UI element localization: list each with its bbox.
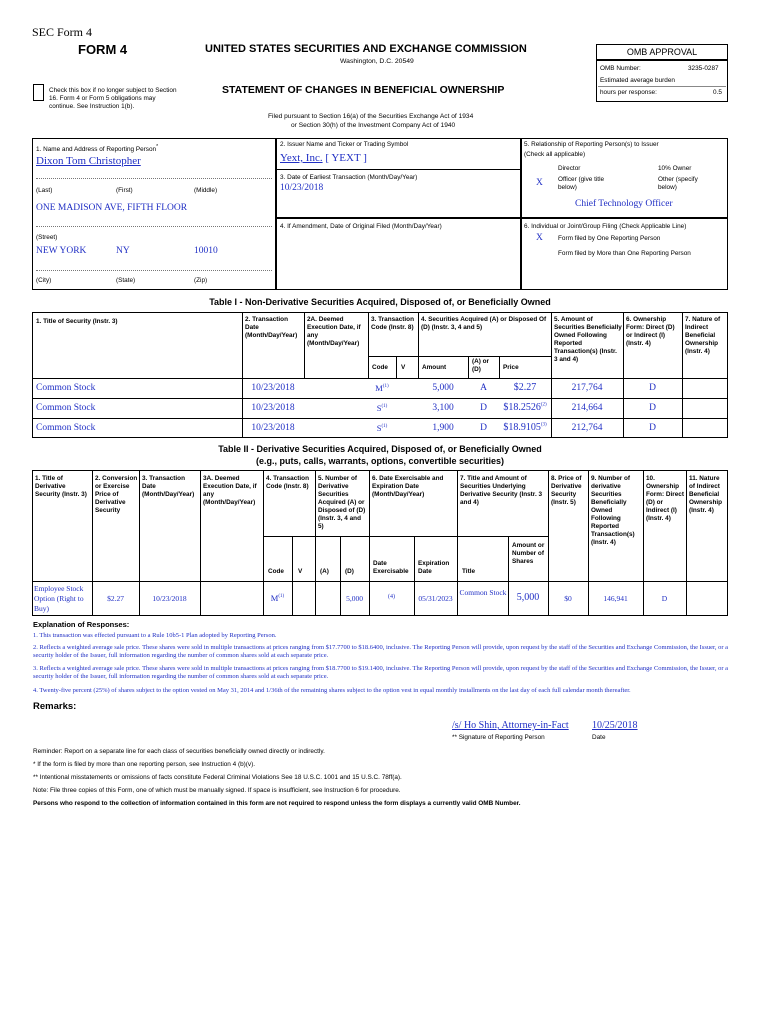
officer-label: Officer (give title below) bbox=[558, 176, 605, 191]
footnote-3: 3. Reflects a weighted average sale price. These shares were sold in multiple transactions at prices ranging from $18.7700 to $19.1400, inclusive. The Reporting Person will provide, upon request by the staff of the Securities and Exchange Commission, the Issuer, or a security holder of the Issuer, full information regarding the number of common shares sold at each separate price. bbox=[33, 665, 729, 680]
t1-h2a: 2A. Deemed Execution Date, if any (Month/Day/Year) bbox=[307, 316, 361, 347]
multiple-person-note: * If the form is filed by more than one reporting person, see Instruction 4 (b)(v). bbox=[33, 761, 255, 768]
t1-r3-date: 10/23/2018 bbox=[251, 423, 295, 433]
table1-title: Table I - Non-Derivative Securities Acquired, Disposed of, or Beneficially Owned bbox=[209, 297, 551, 307]
explanation-title: Explanation of Responses: bbox=[33, 620, 130, 629]
omb-hours-value: 0.5 bbox=[713, 89, 722, 96]
t2-h6: 6. Date Exercisable and Expiration Date (Month/Day/Year) bbox=[372, 475, 444, 498]
omb-hours-label: hours per response: bbox=[600, 89, 657, 96]
t2-h7: 7. Title and Amount of Securities Underlying Derivative Security (Instr. 3 and 4) bbox=[460, 475, 543, 506]
earliest-date-value: 10/23/2018 bbox=[280, 183, 324, 193]
signature-date: 10/25/2018 bbox=[592, 720, 638, 731]
state-label: (State) bbox=[116, 277, 136, 284]
t2-h2: 2. Conversion or Exercise Price of Derivative Security bbox=[95, 475, 138, 514]
signature: /s/ Ho Shin, Attorney-in-Fact bbox=[452, 720, 569, 731]
filing-label: 6. Individual or Joint/Group Filing (Check Applicable Line) bbox=[524, 223, 687, 230]
filed-line-2: or Section 30(h) of the Investment Company Act of 1940 bbox=[291, 122, 456, 129]
t1-aord: (A) or (D) bbox=[472, 358, 490, 373]
t2-title: Title bbox=[462, 568, 476, 575]
t1-r2-amount: 3,100 bbox=[432, 403, 454, 413]
omb-number-label: OMB Number: bbox=[600, 65, 641, 72]
t1-price: Price bbox=[503, 364, 519, 371]
t1-h1: 1. Title of Security (Instr. 3) bbox=[36, 318, 118, 325]
misstatement-note: ** Intentional misstatements or omissions of facts constitute Federal Criminal Violations See 18 U.S.C. 1001 and 15 U.S.C. 78ff(a). bbox=[33, 774, 402, 781]
omb-burden-label: Estimated average burden bbox=[600, 77, 675, 84]
t2-r1-price: $0 bbox=[564, 594, 572, 603]
t1-r1-form: D bbox=[649, 383, 656, 393]
t2-h3a: 3A. Deemed Execution Date, if any (Month/Day/Year) bbox=[203, 475, 257, 506]
reminder-note: Reminder: Report on a separate line for each class of securities beneficially owned directly or indirectly. bbox=[33, 748, 325, 755]
commission-title: UNITED STATES SECURITIES AND EXCHANGE COMMISSION bbox=[205, 43, 527, 55]
one-person-label: Form filed by One Reporting Person bbox=[558, 235, 661, 242]
reporting-person-label: 1. Name and Address of Reporting Person* bbox=[36, 144, 159, 154]
t1-r3-title: Common Stock bbox=[36, 423, 96, 433]
t2-h3: 3. Transaction Date (Month/Day/Year) bbox=[142, 475, 195, 498]
middle-label: (Middle) bbox=[194, 187, 218, 194]
t1-r3-price: $18.9105$^{(3)}$ bbox=[503, 422, 547, 433]
t2-r1-title: Employee Stock Option (Right to Buy) bbox=[34, 584, 84, 613]
t1-h7: 7. Nature of Indirect Beneficial Ownership (Instr. 4) bbox=[685, 316, 721, 355]
amendment-label: 4. If Amendment, Date of Original Filed (Month/Day/Year) bbox=[280, 223, 442, 230]
t1-h2: 2. Transaction Date (Month/Day/Year) bbox=[245, 316, 298, 339]
t1-h4: 4. Securities Acquired (A) or Disposed Of (D) (Instr. 3, 4 and 5) bbox=[421, 316, 547, 331]
issuer-label: 2. Issuer Name and Ticker or Trading Symbol bbox=[280, 141, 409, 148]
relationship-sublabel: (Check all applicable) bbox=[524, 151, 586, 158]
t1-r1-ad: A bbox=[480, 383, 487, 393]
t1-r2-ad: D bbox=[480, 403, 487, 413]
t2-h11: 11. Nature of Indirect Beneficial Ownership (Instr. 4) bbox=[689, 475, 723, 514]
ten-pct-label: 10% Owner bbox=[658, 165, 692, 172]
t1-code: Code bbox=[372, 364, 388, 371]
t1-h6: 6. Ownership Form: Direct (D) or Indirect (I) (Instr. 4) bbox=[626, 316, 675, 347]
t1-r1-owned: 217,764 bbox=[571, 383, 603, 393]
omb-note: Persons who respond to the collection of information contained in this form are not required to respond unless the form displays a currently valid OMB Number. bbox=[33, 800, 521, 807]
t1-r2-price: $18.2526$^{(2)}$ bbox=[503, 402, 547, 413]
t1-r1-amount: 5,000 bbox=[432, 383, 454, 393]
one-person-mark[interactable]: X bbox=[536, 233, 543, 243]
t2-h4: 4. Transaction Code (Instr. 8) bbox=[266, 475, 309, 490]
t2-exp: Expiration Date bbox=[418, 560, 450, 575]
t2-r1-u-title: Common Stock bbox=[459, 588, 507, 597]
zip-label: (Zip) bbox=[194, 277, 208, 284]
t1-r1-date: 10/23/2018 bbox=[251, 383, 295, 393]
t2-r1-date: 10/23/2018 bbox=[152, 594, 187, 603]
relationship-label: 5. Relationship of Reporting Person(s) to Issuer bbox=[524, 141, 659, 148]
omb-title: OMB APPROVAL bbox=[626, 47, 698, 57]
issuer-name[interactable]: Yext, Inc. [ YEXT ] bbox=[280, 152, 367, 164]
reporting-person-name[interactable]: Dixon Tom Christopher bbox=[36, 155, 141, 167]
last-label: (Last) bbox=[36, 187, 53, 194]
earliest-date-label: 3. Date of Earliest Transaction (Month/Day/Year) bbox=[280, 174, 418, 181]
t2-code: Code bbox=[268, 568, 284, 575]
director-label: Director bbox=[558, 165, 581, 172]
t1-r3-code: $S^{(1)}$ bbox=[376, 423, 388, 433]
t1-h3: 3. Transaction Code (Instr. 8) bbox=[371, 316, 414, 331]
t1-r2-owned: 214,664 bbox=[571, 403, 603, 413]
sec-form-label: SEC Form 4 bbox=[32, 25, 93, 39]
t2-r1-expiration: 05/31/2023 bbox=[418, 594, 453, 603]
t2-amount-shares: Amount or Number of Shares bbox=[512, 542, 545, 565]
signature-label: ** Signature of Reporting Person bbox=[452, 734, 545, 741]
table2-title-1: Table II - Derivative Securities Acquired, Disposed of, or Beneficially Owned bbox=[218, 444, 542, 454]
t2-r1-conv: $2.27 bbox=[107, 594, 124, 603]
street-value: ONE MADISON AVE, FIFTH FLOOR bbox=[36, 203, 188, 213]
more-person-label: Form filed by More than One Reporting Person bbox=[558, 250, 691, 257]
t2-r1-u-amount: 5,000 bbox=[516, 592, 540, 603]
street-label: (Street) bbox=[36, 234, 58, 241]
t1-r1-title: Common Stock bbox=[36, 383, 96, 393]
t1-v: V bbox=[401, 364, 406, 371]
t2-a: (A) bbox=[320, 568, 329, 575]
t1-r1-code: $M^{(1)}$ bbox=[375, 383, 389, 393]
city-label: (City) bbox=[36, 277, 52, 284]
t1-r2-date: 10/23/2018 bbox=[251, 403, 295, 413]
t2-v: V bbox=[298, 568, 303, 575]
t2-h8: 8. Price of Derivative Security (Instr. 5) bbox=[551, 475, 582, 506]
city-value: NEW YORK bbox=[36, 246, 87, 256]
other-label: Other (specify below) bbox=[658, 176, 698, 191]
t1-amount: Amount bbox=[422, 364, 447, 371]
footnote-1: 1. This transaction was effected pursuant to a Rule 10b5-1 Plan adopted by Reporting Person. bbox=[33, 632, 277, 639]
t1-r3-amount: 1,900 bbox=[432, 423, 454, 433]
t2-r1-code: $M^{(1)}$ bbox=[270, 593, 285, 603]
state-value: NY bbox=[116, 246, 130, 256]
date-label: Date bbox=[592, 734, 606, 741]
t2-r1-owned: 146,941 bbox=[603, 594, 628, 603]
copies-note: Note: File three copies of this Form, one of which must be manually signed. If space is insufficient, see Instruction 6 for procedure. bbox=[33, 787, 401, 794]
footnote-4: 4. Twenty-five percent (25%) of shares subject to the option vested on May 31, 2014 and 1/36th of the remaining shares subject to the option vest in equal monthly installments on the last day of each full calendar month thereafter. bbox=[33, 687, 631, 694]
officer-title: Chief Technology Officer bbox=[575, 199, 673, 209]
checkbox-text: Check this box if no longer subject to Section 16. Form 4 or Form 5 obligations may continue. See Instruction 1(b). bbox=[49, 87, 177, 110]
no-longer-subject-checkbox[interactable] bbox=[33, 84, 44, 101]
statement-title: STATEMENT OF CHANGES IN BENEFICIAL OWNERSHIP bbox=[222, 84, 505, 96]
remarks-title: Remarks: bbox=[33, 701, 77, 712]
t2-h10: 10. Ownership Form: Direct (D) or Indirect (I) (Instr. 4) bbox=[646, 475, 684, 522]
omb-number-value: 3235-0287 bbox=[688, 65, 719, 72]
t1-r1-price: $2.27 bbox=[513, 382, 537, 393]
t2-date-ex: Date Exercisable bbox=[373, 560, 409, 575]
footnote-2: 2. Reflects a weighted average sale price. These shares were sold in multiple transactions at prices ranging from $17.7700 to $18.6400, inclusive. The Reporting Person will provide, upon request by the staff of the Securities and Exchange Commission, the Issuer, or a security holder of the Issuer, full information regarding the number of common shares sold at each separate price. bbox=[33, 644, 729, 659]
first-label: (First) bbox=[116, 187, 133, 194]
t1-r3-ad: D bbox=[480, 423, 487, 433]
t2-h5: 5. Number of Derivative Securities Acquired (A) or Disposed of (D) (Instr. 3, 4 and 5) bbox=[318, 475, 366, 530]
t2-r1-d: 5,000 bbox=[346, 594, 363, 603]
form-title: FORM 4 bbox=[78, 42, 128, 57]
t1-r2-title: Common Stock bbox=[36, 403, 96, 413]
t2-r1-form: D bbox=[661, 594, 668, 603]
location: Washington, D.C. 20549 bbox=[340, 58, 414, 65]
t1-r2-form: D bbox=[649, 403, 656, 413]
t2-h9: 9. Number of derivative Securities Beneficially Owned Following Reported Transaction(s) (Instr. 4) bbox=[591, 475, 635, 546]
t1-r3-owned: 212,764 bbox=[571, 423, 603, 433]
t2-r1-exercisable: (4) bbox=[388, 594, 395, 600]
filed-line-1: Filed pursuant to Section 16(a) of the Securities Exchange Act of 1934 bbox=[268, 113, 474, 120]
t1-r2-code: $S^{(1)}$ bbox=[376, 403, 388, 413]
t2-h1: 1. Title of Derivative Security (Instr. 3) bbox=[35, 475, 87, 498]
zip-value: 10010 bbox=[194, 246, 218, 256]
table2-title-2: (e.g., puts, calls, warrants, options, convertible securities) bbox=[255, 456, 505, 466]
t2-d: (D) bbox=[345, 568, 354, 575]
t1-h5: 5. Amount of Securities Beneficially Owned Following Reported Transaction(s) (Instr. 3 and 4) bbox=[554, 316, 622, 363]
officer-mark[interactable]: X bbox=[536, 178, 543, 188]
t1-r3-form: D bbox=[649, 423, 656, 433]
